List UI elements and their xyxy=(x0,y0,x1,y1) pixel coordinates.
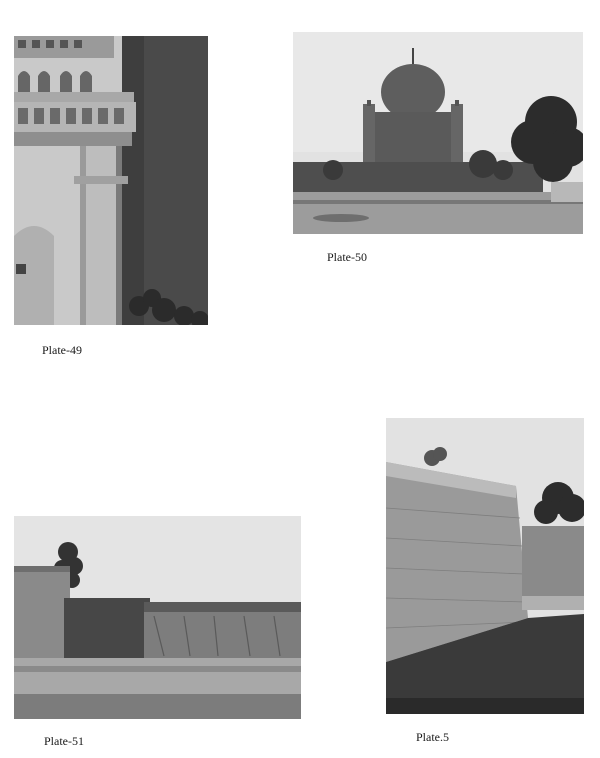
plate-51-caption: Plate-51 xyxy=(44,734,84,748)
plate-50-caption: Plate-50 xyxy=(327,250,367,264)
plate-49-caption: Plate-49 xyxy=(42,343,82,357)
plate-50-photo xyxy=(293,32,583,234)
plate-52-caption: Plate.5 xyxy=(416,730,449,744)
plate-52-photo xyxy=(386,418,584,714)
plate-49-photo xyxy=(14,36,208,325)
plate-51-photo xyxy=(14,516,301,719)
